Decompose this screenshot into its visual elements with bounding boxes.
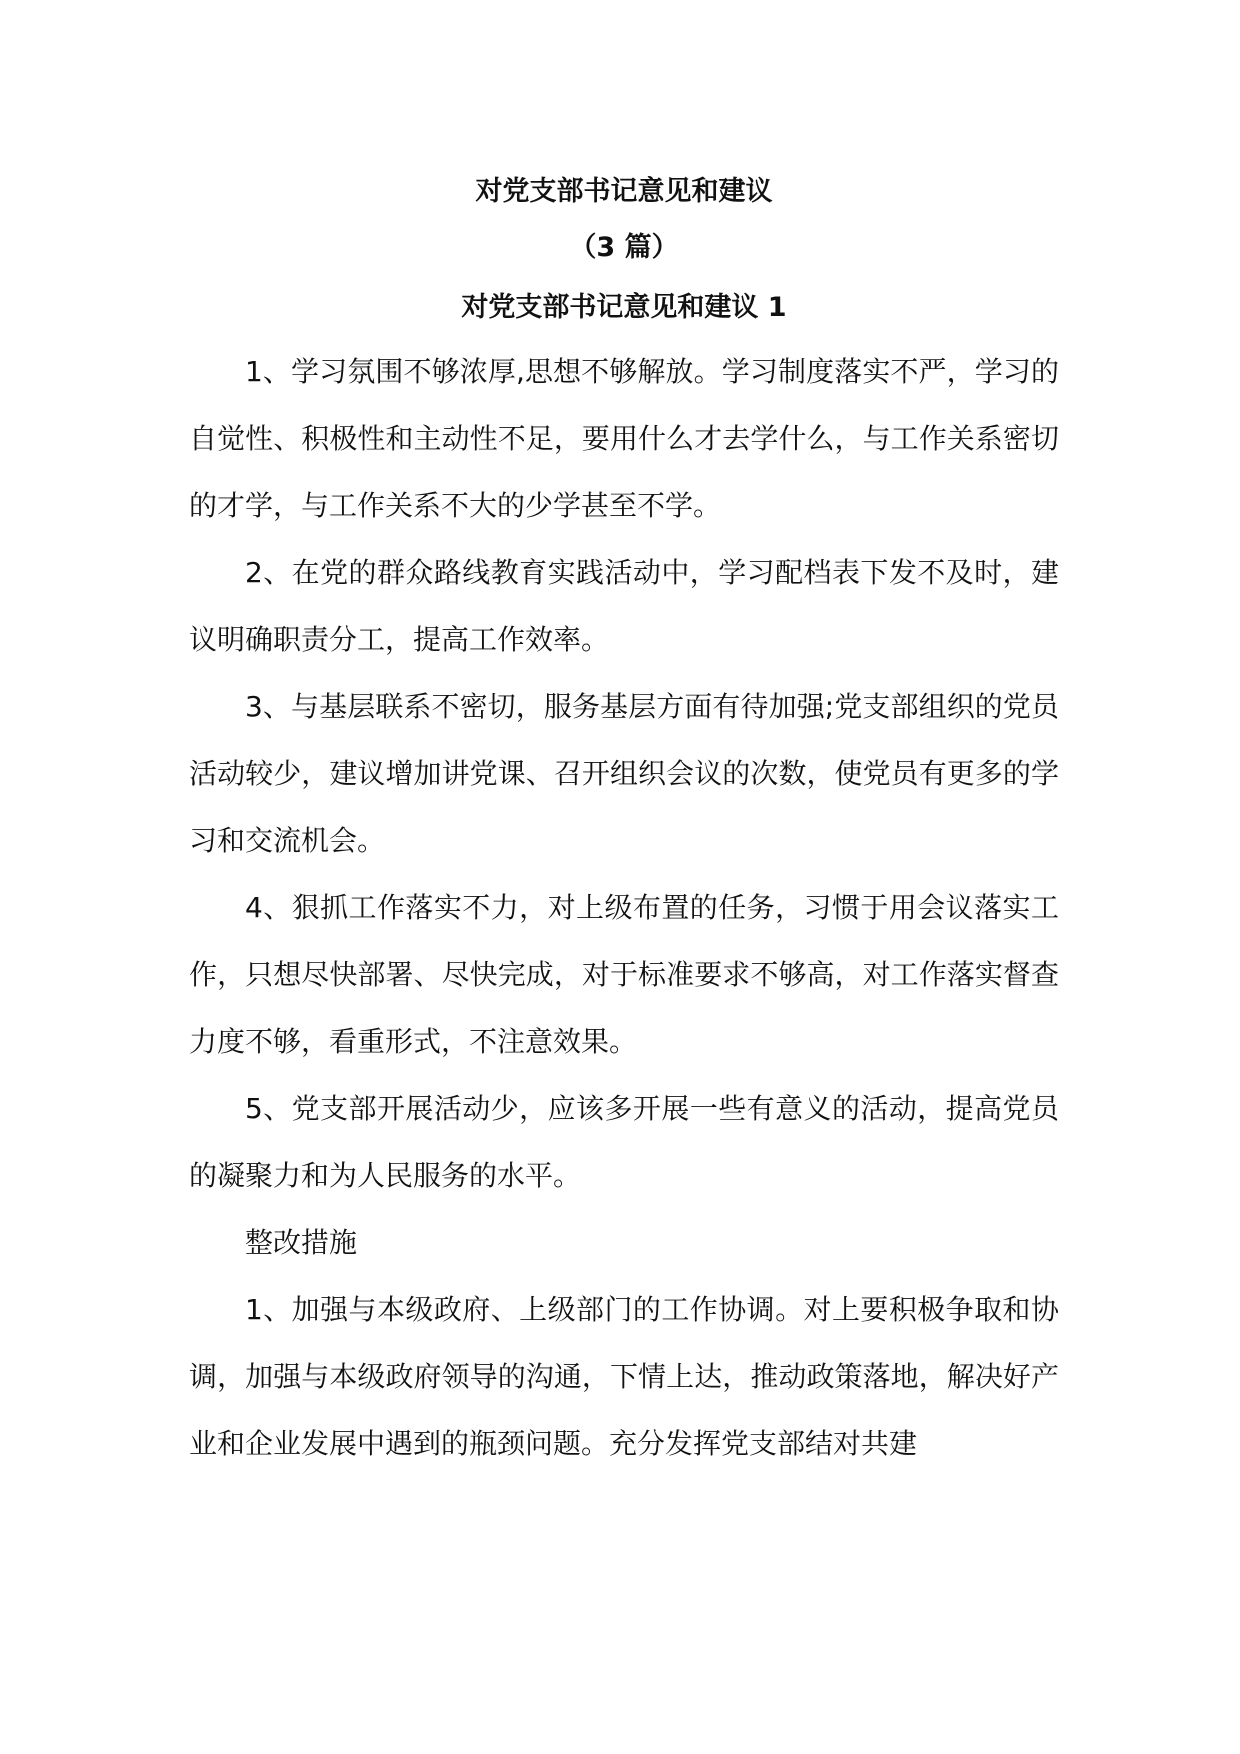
paragraph-3: 3、与基层联系不密切，服务基层方面有待加强;党支部组织的党员活动较少，建议增加讲党课、召开组织会议的次数，使党员有更多的学习和交流机会。: [189, 690, 1059, 857]
paragraph-4: 4、狠抓工作落实不力，对上级布置的任务，习惯于用会议落实工作，只想尽快部署、尽快完成，对于标准要求不够高，对工作落实督查力度不够，看重形式，不注意效果。: [189, 891, 1059, 1058]
rectification-heading: 整改措施: [245, 1226, 358, 1259]
paragraph-2: 2、在党的群众路线教育实践活动中，学习配档表下发不及时，建议明确职责分工，提高工作效率。: [189, 556, 1059, 656]
section-title: 对党支部书记意见和建议 1: [461, 292, 787, 323]
paragraph-1: 1、学习氛围不够浓厚,思想不够解放。学习制度落实不严，学习的自觉性、积极性和主动性不足，要用什么才去学什么，与工作关系密切的才学，与工作关系不大的少学甚至不学。: [189, 355, 1059, 522]
paragraph-5: 5、党支部开展活动少，应该多开展一些有意义的活动，提高党员的凝聚力和为人民服务的水平。: [189, 1092, 1059, 1192]
document-count: （3 篇）: [569, 232, 679, 263]
paragraph-6: 1、加强与本级政府、上级部门的工作协调。对上要积极争取和协调，加强与本级政府领导的沟通，下情上达，推动政策落地，解决好产业和企业发展中遇到的瓶颈问题。充分发挥党支部结对共建: [189, 1293, 1059, 1460]
document-content: [189, 176, 1059, 1477]
document-title: 对党支部书记意见和建议: [475, 176, 773, 207]
